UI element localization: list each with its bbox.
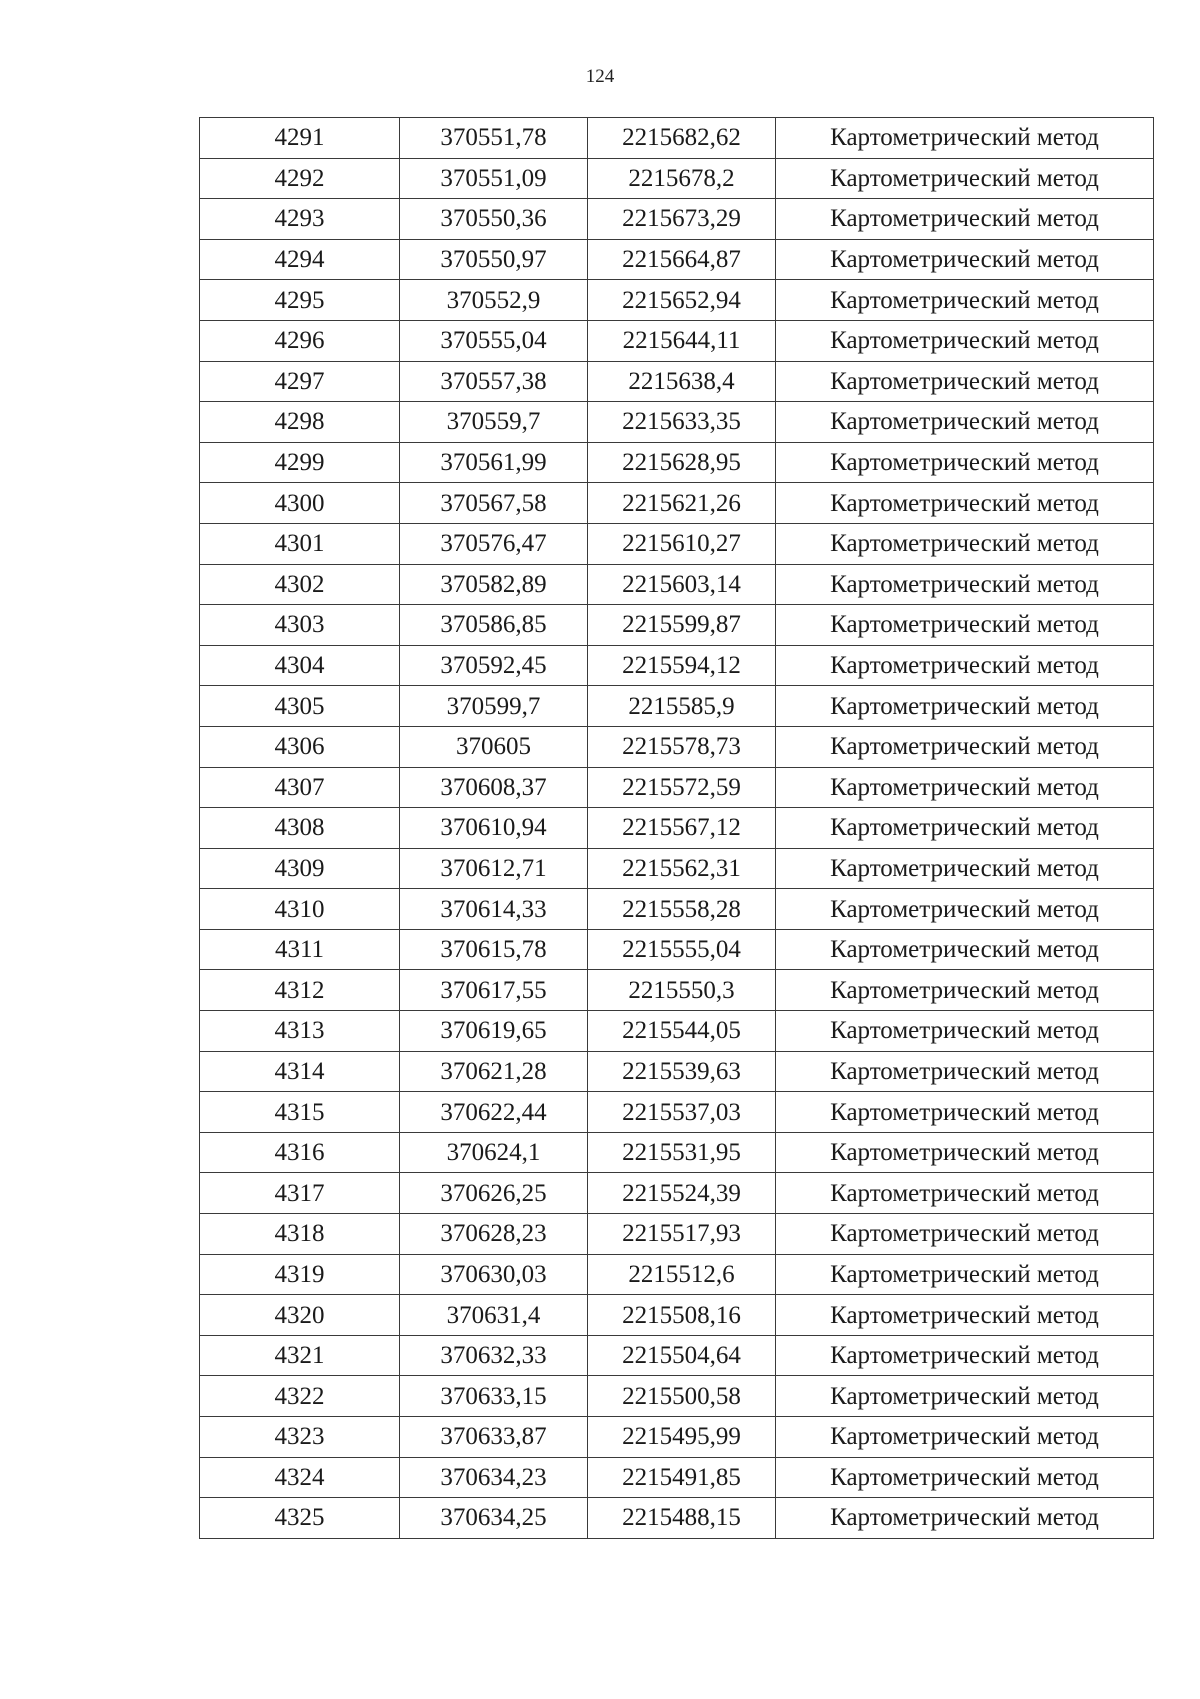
point-number-cell: 4293: [200, 199, 400, 240]
table-row: [200, 1051, 1154, 1092]
method-cell: Картометрический метод: [776, 686, 1154, 727]
x-coordinate-cell: 370576,47: [400, 523, 588, 564]
y-coordinate-cell: 2215610,27: [588, 523, 776, 564]
x-coordinate-cell: 370550,97: [400, 239, 588, 280]
y-coordinate-cell: 2215550,3: [588, 970, 776, 1011]
point-number-cell: 4309: [200, 848, 400, 889]
table-row: [200, 848, 1154, 889]
table-row: [200, 889, 1154, 930]
y-coordinate-cell: 2215633,35: [588, 402, 776, 443]
x-coordinate-cell: 370612,71: [400, 848, 588, 889]
x-coordinate-cell: 370631,4: [400, 1295, 588, 1336]
table-row: [200, 320, 1154, 361]
y-coordinate-cell: 2215495,99: [588, 1417, 776, 1458]
method-cell: Картометрический метод: [776, 1173, 1154, 1214]
table-row: [200, 402, 1154, 443]
x-coordinate-cell: 370614,33: [400, 889, 588, 930]
table-row: [200, 564, 1154, 605]
y-coordinate-cell: 2215682,62: [588, 118, 776, 159]
point-number-cell: 4321: [200, 1335, 400, 1376]
y-coordinate-cell: 2215567,12: [588, 808, 776, 849]
y-coordinate-cell: 2215524,39: [588, 1173, 776, 1214]
y-coordinate-cell: 2215572,59: [588, 767, 776, 808]
point-number-cell: 4311: [200, 929, 400, 970]
x-coordinate-cell: 370610,94: [400, 808, 588, 849]
y-coordinate-cell: 2215621,26: [588, 483, 776, 524]
y-coordinate-cell: 2215504,64: [588, 1335, 776, 1376]
y-coordinate-cell: 2215558,28: [588, 889, 776, 930]
table-row: [200, 1254, 1154, 1295]
point-number-cell: 4298: [200, 402, 400, 443]
point-number-cell: 4310: [200, 889, 400, 930]
point-number-cell: 4319: [200, 1254, 400, 1295]
point-number-cell: 4316: [200, 1132, 400, 1173]
table-row: [200, 1214, 1154, 1255]
method-cell: Картометрический метод: [776, 970, 1154, 1011]
method-cell: Картометрический метод: [776, 1011, 1154, 1052]
method-cell: Картометрический метод: [776, 848, 1154, 889]
x-coordinate-cell: 370608,37: [400, 767, 588, 808]
table-row: [200, 1335, 1154, 1376]
point-number-cell: 4299: [200, 442, 400, 483]
y-coordinate-cell: 2215664,87: [588, 239, 776, 280]
y-coordinate-cell: 2215678,2: [588, 158, 776, 199]
y-coordinate-cell: 2215594,12: [588, 645, 776, 686]
x-coordinate-cell: 370634,25: [400, 1498, 588, 1539]
y-coordinate-cell: 2215638,4: [588, 361, 776, 402]
method-cell: Картометрический метод: [776, 1254, 1154, 1295]
method-cell: Картометрический метод: [776, 1417, 1154, 1458]
x-coordinate-cell: 370586,85: [400, 605, 588, 646]
table-row: [200, 645, 1154, 686]
table-row: [200, 686, 1154, 727]
point-number-cell: 4314: [200, 1051, 400, 1092]
method-cell: Картометрический метод: [776, 564, 1154, 605]
x-coordinate-cell: 370634,23: [400, 1457, 588, 1498]
x-coordinate-cell: 370630,03: [400, 1254, 588, 1295]
table-row: [200, 929, 1154, 970]
x-coordinate-cell: 370628,23: [400, 1214, 588, 1255]
table-row: [200, 1376, 1154, 1417]
table-row: [200, 1173, 1154, 1214]
x-coordinate-cell: 370592,45: [400, 645, 588, 686]
point-number-cell: 4313: [200, 1011, 400, 1052]
x-coordinate-cell: 370555,04: [400, 320, 588, 361]
table-row: [200, 199, 1154, 240]
x-coordinate-cell: 370552,9: [400, 280, 588, 321]
y-coordinate-cell: 2215578,73: [588, 726, 776, 767]
point-number-cell: 4312: [200, 970, 400, 1011]
method-cell: Картометрический метод: [776, 523, 1154, 564]
y-coordinate-cell: 2215488,15: [588, 1498, 776, 1539]
table-row: [200, 1457, 1154, 1498]
y-coordinate-cell: 2215599,87: [588, 605, 776, 646]
x-coordinate-cell: 370633,15: [400, 1376, 588, 1417]
method-cell: Картометрический метод: [776, 483, 1154, 524]
x-coordinate-cell: 370559,7: [400, 402, 588, 443]
method-cell: Картометрический метод: [776, 726, 1154, 767]
method-cell: Картометрический метод: [776, 808, 1154, 849]
method-cell: Картометрический метод: [776, 239, 1154, 280]
x-coordinate-cell: 370567,58: [400, 483, 588, 524]
x-coordinate-cell: 370605: [400, 726, 588, 767]
table-row: [200, 239, 1154, 280]
method-cell: Картометрический метод: [776, 889, 1154, 930]
point-number-cell: 4296: [200, 320, 400, 361]
table-row: [200, 808, 1154, 849]
y-coordinate-cell: 2215673,29: [588, 199, 776, 240]
method-cell: Картометрический метод: [776, 1092, 1154, 1133]
method-cell: Картометрический метод: [776, 361, 1154, 402]
point-number-cell: 4297: [200, 361, 400, 402]
y-coordinate-cell: 2215517,93: [588, 1214, 776, 1255]
method-cell: Картометрический метод: [776, 1335, 1154, 1376]
method-cell: Картометрический метод: [776, 402, 1154, 443]
method-cell: Картометрический метод: [776, 767, 1154, 808]
coordinates-table-body: [200, 118, 1154, 1539]
x-coordinate-cell: 370599,7: [400, 686, 588, 727]
point-number-cell: 4307: [200, 767, 400, 808]
x-coordinate-cell: 370624,1: [400, 1132, 588, 1173]
y-coordinate-cell: 2215544,05: [588, 1011, 776, 1052]
x-coordinate-cell: 370626,25: [400, 1173, 588, 1214]
table-row: [200, 1092, 1154, 1133]
table-row: [200, 605, 1154, 646]
method-cell: Картометрический метод: [776, 1132, 1154, 1173]
method-cell: Картометрический метод: [776, 1214, 1154, 1255]
point-number-cell: 4305: [200, 686, 400, 727]
page-number: 124: [585, 66, 615, 87]
point-number-cell: 4291: [200, 118, 400, 159]
method-cell: Картометрический метод: [776, 929, 1154, 970]
table-row: [200, 118, 1154, 159]
y-coordinate-cell: 2215585,9: [588, 686, 776, 727]
x-coordinate-cell: 370550,36: [400, 199, 588, 240]
table-row: [200, 767, 1154, 808]
point-number-cell: 4320: [200, 1295, 400, 1336]
point-number-cell: 4294: [200, 239, 400, 280]
y-coordinate-cell: 2215508,16: [588, 1295, 776, 1336]
table-row: [200, 970, 1154, 1011]
method-cell: Картометрический метод: [776, 1051, 1154, 1092]
point-number-cell: 4304: [200, 645, 400, 686]
point-number-cell: 4318: [200, 1214, 400, 1255]
y-coordinate-cell: 2215491,85: [588, 1457, 776, 1498]
method-cell: Картометрический метод: [776, 645, 1154, 686]
method-cell: Картометрический метод: [776, 442, 1154, 483]
x-coordinate-cell: 370619,65: [400, 1011, 588, 1052]
table-row: [200, 361, 1154, 402]
method-cell: Картометрический метод: [776, 1295, 1154, 1336]
x-coordinate-cell: 370622,44: [400, 1092, 588, 1133]
point-number-cell: 4292: [200, 158, 400, 199]
point-number-cell: 4315: [200, 1092, 400, 1133]
y-coordinate-cell: 2215603,14: [588, 564, 776, 605]
y-coordinate-cell: 2215555,04: [588, 929, 776, 970]
x-coordinate-cell: 370621,28: [400, 1051, 588, 1092]
x-coordinate-cell: 370557,38: [400, 361, 588, 402]
x-coordinate-cell: 370582,89: [400, 564, 588, 605]
table-row: [200, 1498, 1154, 1539]
y-coordinate-cell: 2215652,94: [588, 280, 776, 321]
y-coordinate-cell: 2215512,6: [588, 1254, 776, 1295]
table-row: [200, 1295, 1154, 1336]
table-row: [200, 158, 1154, 199]
point-number-cell: 4322: [200, 1376, 400, 1417]
method-cell: Картометрический метод: [776, 320, 1154, 361]
method-cell: Картометрический метод: [776, 605, 1154, 646]
point-number-cell: 4303: [200, 605, 400, 646]
point-number-cell: 4308: [200, 808, 400, 849]
table-row: [200, 1011, 1154, 1052]
table-row: [200, 1417, 1154, 1458]
x-coordinate-cell: 370615,78: [400, 929, 588, 970]
x-coordinate-cell: 370633,87: [400, 1417, 588, 1458]
x-coordinate-cell: 370551,78: [400, 118, 588, 159]
method-cell: Картометрический метод: [776, 1457, 1154, 1498]
point-number-cell: 4300: [200, 483, 400, 524]
point-number-cell: 4323: [200, 1417, 400, 1458]
y-coordinate-cell: 2215500,58: [588, 1376, 776, 1417]
point-number-cell: 4317: [200, 1173, 400, 1214]
method-cell: Картометрический метод: [776, 1376, 1154, 1417]
point-number-cell: 4302: [200, 564, 400, 605]
point-number-cell: 4325: [200, 1498, 400, 1539]
method-cell: Картометрический метод: [776, 280, 1154, 321]
table-row: [200, 726, 1154, 767]
point-number-cell: 4306: [200, 726, 400, 767]
y-coordinate-cell: 2215539,63: [588, 1051, 776, 1092]
coordinates-table: [199, 117, 1154, 1539]
table-row: [200, 442, 1154, 483]
x-coordinate-cell: 370551,09: [400, 158, 588, 199]
x-coordinate-cell: 370561,99: [400, 442, 588, 483]
table-row: [200, 523, 1154, 564]
method-cell: Картометрический метод: [776, 118, 1154, 159]
point-number-cell: 4301: [200, 523, 400, 564]
y-coordinate-cell: 2215531,95: [588, 1132, 776, 1173]
point-number-cell: 4324: [200, 1457, 400, 1498]
y-coordinate-cell: 2215537,03: [588, 1092, 776, 1133]
x-coordinate-cell: 370632,33: [400, 1335, 588, 1376]
x-coordinate-cell: 370617,55: [400, 970, 588, 1011]
point-number-cell: 4295: [200, 280, 400, 321]
table-row: [200, 1132, 1154, 1173]
y-coordinate-cell: 2215644,11: [588, 320, 776, 361]
method-cell: Картометрический метод: [776, 199, 1154, 240]
table-row: [200, 483, 1154, 524]
method-cell: Картометрический метод: [776, 1498, 1154, 1539]
method-cell: Картометрический метод: [776, 158, 1154, 199]
table-row: [200, 280, 1154, 321]
y-coordinate-cell: 2215562,31: [588, 848, 776, 889]
y-coordinate-cell: 2215628,95: [588, 442, 776, 483]
